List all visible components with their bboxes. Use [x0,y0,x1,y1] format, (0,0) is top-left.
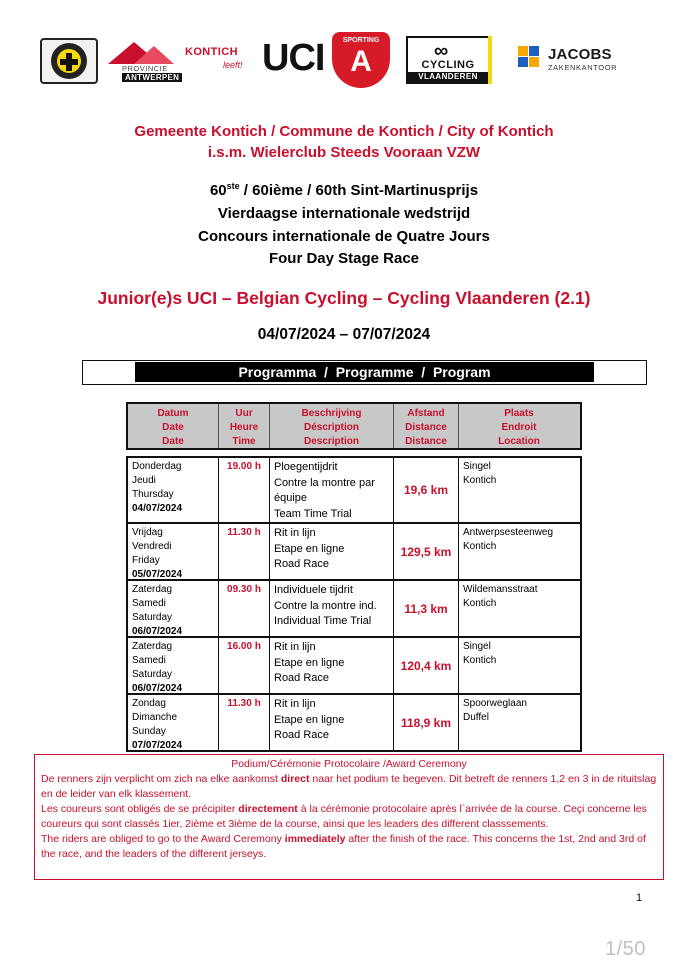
stage-distance-cell: 129,5 km [394,524,459,579]
stage-date-cell: Zaterdag Samedi Saturday 06/07/2024 [128,581,219,636]
programma-banner-frame [82,360,647,385]
organiser-line-1: Gemeente Kontich / Commune de Kontich / City of Kontich [134,123,554,140]
stage-description-cell: Ploegentijdrit Contre la montre par équipe Team Time Trial [270,458,394,522]
table-row [128,581,580,638]
schedule-table [126,456,582,752]
cycling-label: CYCLING [421,59,475,71]
award-ceremony-title: Podium/Cérémonie Protocolaire /Award Ceremony [231,758,467,770]
header-description: Beschrijving Déscription Description [270,404,394,448]
antwerpen-label: ANTWERPEN [122,73,182,82]
schedule-header [126,402,582,450]
stage-description-cell: Rit in lijn Etape en ligne Road Race [270,524,394,579]
race-category: Junior(e)s UCI – Belgian Cycling – Cycling Vlaanderen (2.1) [97,288,591,308]
table-row [128,638,580,695]
stage-time-cell: 19.00 h [219,458,270,522]
kontich-word: KONTICH [185,46,238,58]
award-ceremony-note [34,754,664,880]
jacobs-sub: ZAKENKANTOOR [548,63,618,72]
subtitle-fr: Concours internationale de Quatre Jours [198,228,490,245]
table-row [128,695,580,752]
header-date: Datum Date Date [128,404,219,448]
stage-time-cell: 16.00 h [219,638,270,693]
sporting-letter: A [350,45,372,78]
stage-time-cell: 11.30 h [219,695,270,750]
header-distance: Afstand Distance Distance [394,404,459,448]
jacobs-word: JACOBS [548,46,612,63]
stage-location-cell: Antwerpsesteenweg Kontich [463,527,554,552]
award-ceremony-fr: Les coureurs sont obligés de se précipiter directement à la cérémonie protocolaire après l`arrivée de la course. Ceçi concerne les coureurs qui sont classés 1ier, 2ième et 3ième de la course, ainsi que les leaders des different classsements. [41,803,647,830]
stage-location-cell: Spoorweglaan Duffel [463,698,527,723]
stage-description-cell: Rit in lijn Etape en ligne Road Race [270,638,394,693]
stage-distance-cell: 11,3 km [394,581,459,636]
provincie-antwerpen-logo [104,40,180,86]
provincie-label: PROVINCIE [122,64,168,73]
cycling-vlaanderen-logo [406,36,490,84]
sporting-label: SPORTING [342,37,380,44]
edition-title: 60ste / 60ième / 60th Sint-Martinusprijs [209,181,479,199]
stage-time-cell: 11.30 h [219,524,270,579]
stage-date-cell: Zondag Dimanche Sunday 07/07/2024 [128,695,219,750]
infinity-icon: ∞ [434,40,449,62]
stage-distance-cell: 120,4 km [394,638,459,693]
uci-logo: UCI [262,37,325,79]
subtitle-en: Four Day Stage Race [268,250,420,267]
kontich-leeft-logo [185,46,259,82]
stage-location-cell: Wildemansstraat Kontich [463,584,538,609]
sporting-a-logo [332,32,392,88]
table-row [128,524,580,581]
stage-location-cell: Singel Kontich [463,461,497,486]
subtitle-nl: Vierdaagse internationale wedstrijd [217,205,471,222]
kontich-slogan: leeft! [223,60,243,70]
table-row [128,458,580,524]
stage-date-cell: Vrijdag Vendredi Friday 05/07/2024 [128,524,219,579]
jacobs-zakenkantoor-logo [518,46,630,76]
stage-time-cell: 09.30 h [219,581,270,636]
page-indicator[interactable]: 1/50 [605,938,646,960]
stage-date-cell: Donderdag Jeudi Thursday 04/07/2024 [128,458,219,522]
award-ceremony-en: The riders are obliged to go to the Award Ceremony immediately after the finish of the race. This concerns the 1st, 2nd and 3rd of the race, and the leaders of the different jerseys. [41,833,646,860]
vlaanderen-label: VLAANDEREN [408,72,488,84]
jacobs-mark-icon [518,46,540,68]
vlaamse-wielerschool-logo [40,38,98,84]
header-location: Plaats Endroit Location [498,408,540,447]
stage-description-cell: Individuele tijdrit Contre la montre ind. Individual Time Trial [270,581,394,636]
page-number: 1 [636,892,643,904]
stage-location-cell: Singel Kontich [463,641,497,666]
organiser-line-2: i.s.m. Wielerclub Steeds Vooraan VZW [207,144,481,161]
sponsor-logo-strip [0,30,688,90]
header-time: Uur Heure Time [219,404,270,448]
stage-distance-cell: 118,9 km [394,695,459,750]
programma-banner: Programma / Programme / Program [135,362,594,382]
stage-distance-cell: 19,6 km [394,458,459,522]
stage-date-cell: Zaterdag Samedi Saturday 06/07/2024 [128,638,219,693]
stage-description-cell: Rit in lijn Etape en ligne Road Race [270,695,394,750]
award-ceremony-nl: De renners zijn verplicht om zich na elke aankomst direct naar het podium te begeven. Dit betreft de renners 1,2 en 3 in de rituitslag en de leider van elk klassement. [41,773,657,800]
race-dates: 04/07/2024 – 07/07/2024 [257,326,431,343]
